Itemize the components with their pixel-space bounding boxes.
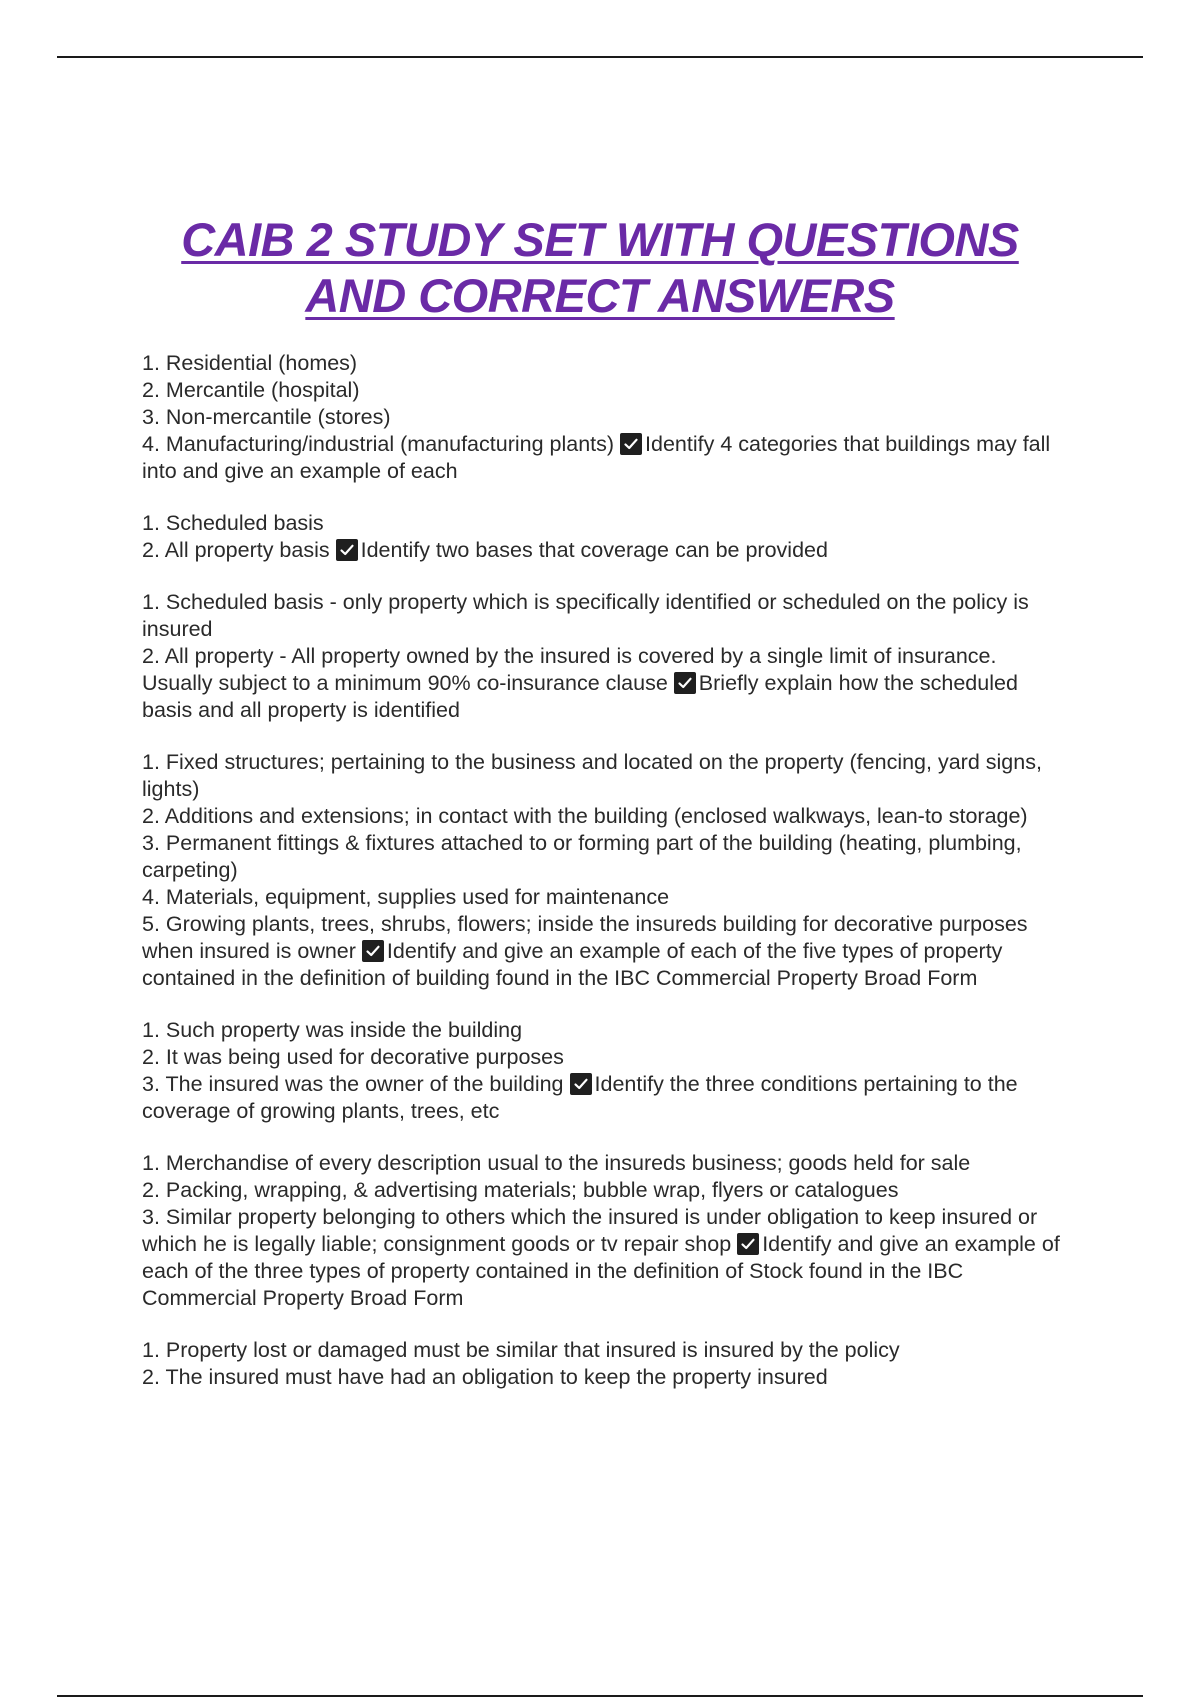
answer-line bbox=[142, 510, 1062, 537]
answer-text: 2. The insured must have had an obligation to keep the property insured bbox=[142, 1365, 828, 1389]
answer-text: 2. Packing, wrapping, & advertising materials; bubble wrap, flyers or catalogues bbox=[142, 1178, 899, 1202]
qa-entry bbox=[142, 749, 1062, 992]
qa-entry bbox=[142, 510, 1062, 564]
qa-entry bbox=[142, 1150, 1062, 1312]
answer-text: 1. Merchandise of every description usual to the insureds business; goods held for sale bbox=[142, 1151, 971, 1175]
answer-line bbox=[142, 803, 1062, 830]
answer-text: 2. Additions and extensions; in contact with the building (enclosed walkways, lean-to storage) bbox=[142, 804, 1028, 828]
answer-text: 3. Non-mercantile (stores) bbox=[142, 405, 391, 429]
answer-line bbox=[142, 1150, 1062, 1177]
answer-line bbox=[142, 1071, 1062, 1125]
answer-line bbox=[142, 404, 1062, 431]
answer-text: 2. Mercantile (hospital) bbox=[142, 378, 360, 402]
answer-line bbox=[142, 911, 1062, 992]
answer-text: 1. Such property was inside the building bbox=[142, 1018, 523, 1042]
qa-entry bbox=[142, 1337, 1062, 1391]
answer-line bbox=[142, 830, 1062, 884]
checkmark-icon bbox=[620, 433, 642, 455]
checkmark-icon bbox=[362, 940, 384, 962]
answer-text: 1. Fixed structures; pertaining to the business and located on the property (fencing, yard signs, lights) bbox=[142, 750, 1042, 801]
top-rule bbox=[57, 56, 1143, 58]
answer-line bbox=[142, 1017, 1062, 1044]
bottom-rule bbox=[57, 1695, 1143, 1697]
answer-text: 4. Manufacturing/industrial (manufacturing plants) bbox=[142, 432, 615, 456]
answer-text: 1. Property lost or damaged must be similar that insured is insured by the policy bbox=[142, 1338, 900, 1362]
answer-line bbox=[142, 589, 1062, 643]
answer-line bbox=[142, 1337, 1062, 1364]
answer-line bbox=[142, 350, 1062, 377]
document-title bbox=[100, 212, 1100, 324]
answer-text: 1. Scheduled basis - only property which is specifically identified or scheduled on the policy is insured bbox=[142, 590, 1029, 641]
checkmark-icon bbox=[674, 672, 696, 694]
answer-text: 5. Growing plants, trees, shrubs, flowers; inside the insureds building for decorative purposes when insured is owner bbox=[142, 912, 1028, 963]
answer-line bbox=[142, 1044, 1062, 1071]
answer-text: 3. Similar property belonging to others which the insured is under obligation to keep insured or which he is legally liable; consignment goods or tv repair shop bbox=[142, 1205, 1038, 1256]
answer-text: 2. All property basis bbox=[142, 538, 330, 562]
answer-text: 3. The insured was the owner of the building bbox=[142, 1072, 564, 1096]
answer-line bbox=[142, 431, 1062, 485]
answer-line bbox=[142, 1204, 1062, 1312]
answer-line bbox=[142, 749, 1062, 803]
answer-text: 1. Scheduled basis bbox=[142, 511, 324, 535]
question-text: Identify and give an example of each of the three types of property contained in the definition of Stock found in the IBC Commercial Property Broad Form bbox=[142, 1232, 1060, 1310]
title-line-2: AND CORRECT ANSWERS bbox=[305, 269, 895, 322]
answer-text: 1. Residential (homes) bbox=[142, 351, 358, 375]
answer-text: 2. It was being used for decorative purposes bbox=[142, 1045, 564, 1069]
checkmark-icon bbox=[336, 539, 358, 561]
answer-line bbox=[142, 377, 1062, 404]
checkmark-icon bbox=[570, 1073, 592, 1095]
question-text: Briefly explain how the scheduled basis and all property is identified bbox=[142, 671, 1018, 722]
answer-text: 4. Materials, equipment, supplies used for maintenance bbox=[142, 885, 670, 909]
question-text: Identify 4 categories that buildings may fall into and give an example of each bbox=[142, 432, 1051, 483]
question-text: Identify and give an example of each of the five types of property contained in the definition of building found in the IBC Commercial Property Broad Form bbox=[142, 939, 1003, 990]
answer-line bbox=[142, 643, 1062, 724]
qa-entry bbox=[142, 589, 1062, 724]
qa-list bbox=[142, 350, 1062, 1416]
answer-line bbox=[142, 1364, 1062, 1391]
answer-text: 2. All property - All property owned by the insured is covered by a single limit of insurance. Usually subject to a minimum 90% co-insurance clause bbox=[142, 644, 997, 695]
question-text: Identify the three conditions pertaining to the coverage of growing plants, trees, etc bbox=[142, 1072, 1018, 1123]
answer-line bbox=[142, 884, 1062, 911]
question-text: Identify two bases that coverage can be provided bbox=[360, 538, 828, 562]
qa-entry bbox=[142, 350, 1062, 485]
checkmark-icon bbox=[737, 1233, 759, 1255]
title-line-1: CAIB 2 STUDY SET WITH QUESTIONS bbox=[181, 213, 1019, 266]
qa-entry bbox=[142, 1017, 1062, 1125]
answer-line bbox=[142, 537, 1062, 564]
answer-text: 3. Permanent fittings & fixtures attached to or forming part of the building (heating, plumbing, carpeting) bbox=[142, 831, 1022, 882]
answer-line bbox=[142, 1177, 1062, 1204]
